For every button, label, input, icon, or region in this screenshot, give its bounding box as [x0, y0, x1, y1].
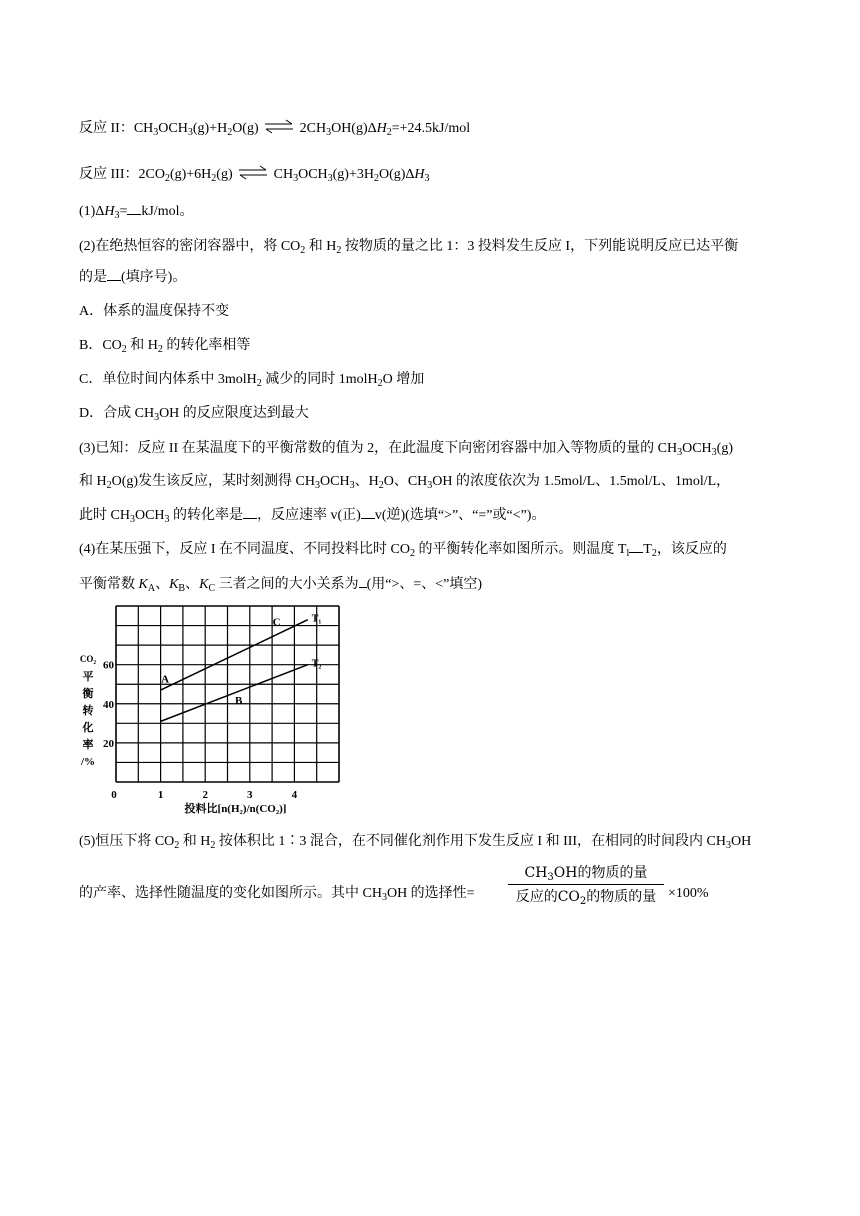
question-2-line-1: (2)在绝热恒容的密闭容器中，将 $CO_2$ 和 $H_2$ 按物质的量之比 1：3 投料发生反应 I，下列能说明反应已达平衡: [79, 239, 739, 256]
fraction-numerator: $CH_3OH$的物质的量: [524, 865, 648, 883]
question-2-line-2: 的是 (填序号)。: [79, 270, 187, 285]
series-label-2: T₂: [311, 658, 322, 670]
equilibrium-arrow-icon: [236, 163, 270, 183]
question-5-line-1: (5)恒压下将 $CO_2$ 和 $H_2$ 按体积比 1∶3 混合，在不同催化剂作用下发生反应 I 和 III，在相同的时间段内 $CH_3OH$: [79, 834, 752, 851]
y-tick-label: 60: [103, 659, 114, 672]
y-axis-label: /%: [80, 756, 96, 768]
question-3-line-2: 和 $H_2O(g)$发生该反应，某时刻测得 $CH_3OCH_3$、$H_2O$、$CH_3OH$ 的浓度依次为 1.5mol/L、1.5mol/L、1mol/L，: [79, 474, 731, 491]
option-a: A．体系的温度保持不变: [79, 304, 230, 319]
x-tick-label: 3: [247, 789, 253, 801]
answer-blank[interactable]: [361, 517, 375, 519]
point-label-a: A: [161, 673, 170, 686]
question-1: $(1)\Delta H_3= kJ/mol$。: [79, 204, 194, 221]
answer-blank[interactable]: [127, 213, 141, 215]
question-4-line-2: 平衡常数 $K_A$、$K_B$、$K_C$ 三者之间的大小关系为 (用“>、=、<”填空): [79, 577, 483, 594]
point-label-c: C: [272, 616, 281, 629]
question-5-line-2: 的产率、选择性随温度的变化如图所示。其中 $CH_3OH$ 的选择性=: [79, 886, 475, 903]
option-b: B．$CO_2$ 和 $H_2$ 的转化率相等: [79, 338, 251, 355]
answer-blank[interactable]: [629, 551, 643, 553]
option-d: D．合成 $CH_3OH$ 的反应限度达到最大: [79, 406, 309, 423]
conversion-rate-chart: [79, 600, 349, 818]
y-axis-label: 率: [82, 739, 94, 751]
x-tick-label: 2: [202, 789, 208, 801]
percent-factor: ×100%: [668, 886, 709, 901]
question-3-line-3: 此时 $CH_3OCH_3$ 的转化率是 ，反应速率 v(正) v(逆)(选填“>”、“=”或“<”)。: [79, 508, 546, 525]
answer-blank[interactable]: [359, 586, 367, 588]
point-label-b: B: [234, 694, 243, 707]
option-c: C．单位时间内体系中 3molH$_2$ 减少的同时 1molH$_2$O 增加: [79, 372, 425, 389]
y-tick-label: 40: [103, 698, 114, 711]
y-tick-label: 20: [103, 737, 114, 750]
answer-blank[interactable]: [107, 279, 121, 281]
x-tick-label: 4: [291, 789, 298, 801]
reaction-2-line: 反应 II：$CH_3OCH_3(g)+H_2O(g)$ $2CH_3OH(g)\Delta H_2=+24.5kJ$/mol: [79, 117, 470, 139]
y-axis-label: 化: [82, 722, 94, 734]
y-axis-label: 平: [82, 671, 94, 683]
question-3-line-1: (3)已知：反应 II 在某温度下的平衡常数的值为 2，在此温度下向密闭容器中加入等物质的量的 $CH_3OCH_3(g)$: [79, 441, 733, 458]
x-axis-label: 投料比[n(H₂)/n(CO₂)]: [184, 803, 287, 815]
fraction-denominator: 反应的$CO_2$的物质的量: [515, 889, 657, 907]
x-tick-label: 1: [157, 789, 164, 801]
equilibrium-arrow-icon: [262, 117, 296, 137]
answer-blank[interactable]: [243, 517, 257, 519]
selectivity-fraction: [508, 862, 664, 907]
series-label-1: T₁: [311, 613, 322, 625]
y-axis-label: 转: [82, 705, 94, 717]
reaction-3-line: 反应 III：$2CO_2(g)+6H_2(g)$ $CH_3OCH_3(g)+3H_2O(g)\Delta H_3$: [79, 163, 430, 185]
x-tick-label: 0: [111, 789, 117, 801]
y-axis-label: 衡: [82, 688, 94, 700]
y-axis-label: CO₂: [79, 654, 97, 664]
question-4-line-1: (4)在某压强下，反应 I 在不同温度、不同投料比时 $CO_2$ 的平衡转化率如图所示。则温度 $T_l$ $T_2$，该反应的: [79, 542, 727, 559]
